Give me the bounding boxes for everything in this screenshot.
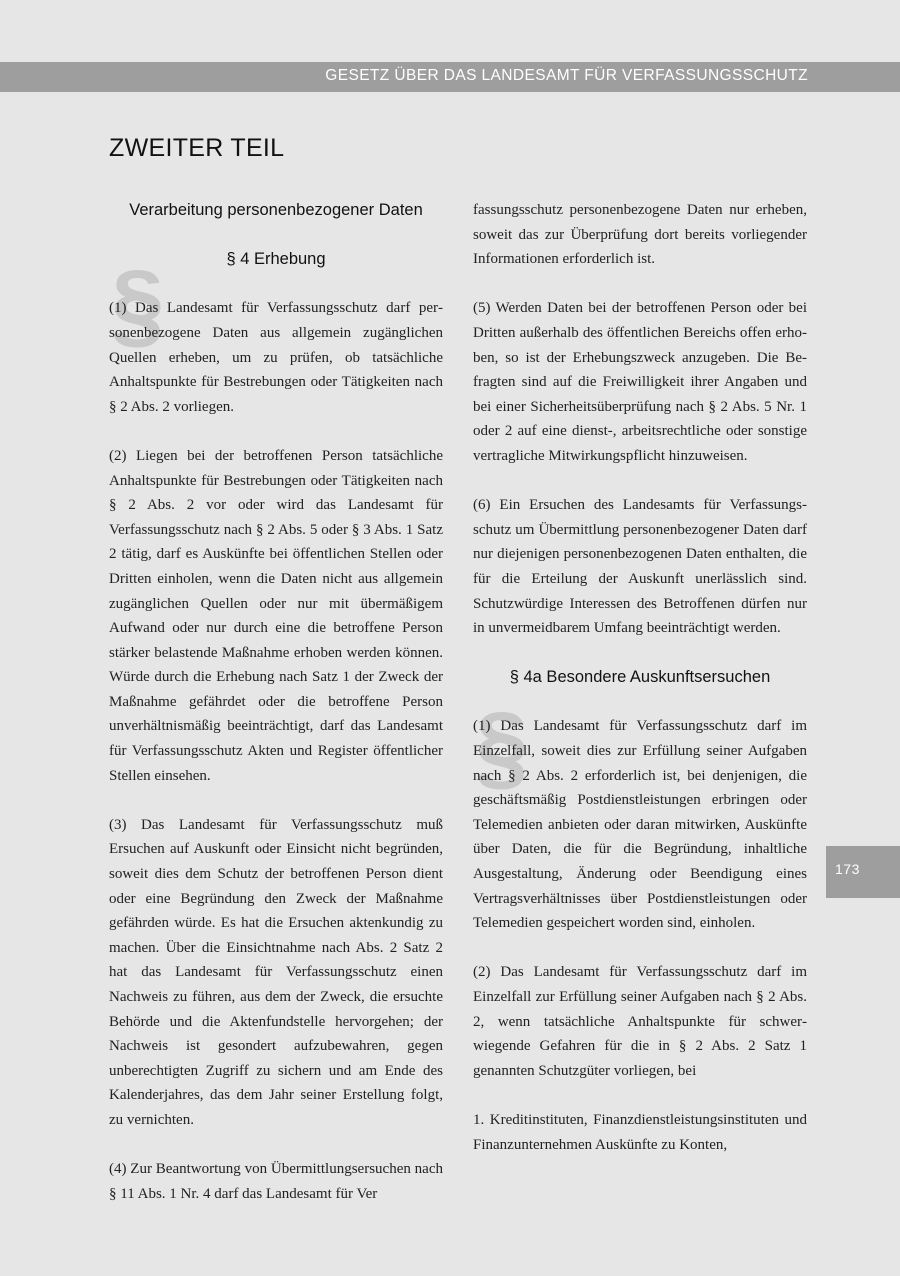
section-heading: § 4a Besondere Auskunftsersuchen <box>509 668 771 687</box>
paragraph: (2) Liegen bei der betroffenen Person tatsächliche Anhaltspunkte für Bestrebungen oder Tätigkeiten nach § 2 Abs. 2 vor oder wird das Landesamt für Verfassungsschutz nach § 2 Abs. 5 oder § 3 Abs. 1 Satz 2 tätig, darf es Auskünfte bei öffentlichen Stellen oder Dritten einholen, wenn die Daten nicht aus allgemein zugänglichen Quellen oder nur mit übermäßigem Aufwand oder nur durch eine die betroffene Person stärker belastende Maßnahme erhoben werden können. Würde durch die Erhebung nach Satz 1 der Zweck der Maßnahme gefährdet oder die betroffene Person unverhältnismäßig beeinträchtigt, darf das Landesamt für Verfassungsschutz Akten und Register öffentlicher Stellen einsehen. <box>109 447 443 784</box>
paragraph: (5) Werden Daten bei der betroffenen Person oder bei Dritten außerhalb des öffentlichen Bereichs offen erhoben, so ist der Erhebungszweck anzugeben. Die Befragten sind auf die Freiwilligkeit ihrer Angaben und bei einer Sicherheitsüberprüfung nach § 2 Abs. 5 Nr. 1 oder 2 auf eine dienst-, arbeitsrechtliche oder sonstige vertragliche Mitwirkungspflicht hinzuweisen. <box>473 300 807 464</box>
running-header-bar <box>0 62 900 92</box>
page-number-tab <box>826 846 900 898</box>
page-number: 173 <box>835 861 860 877</box>
right-column <box>473 198 807 1157</box>
paragraph: (3) Das Landesamt für Verfassungsschutz muß Ersuchen auf Auskunft oder Einsicht nicht begründen, soweit dies dem Schutz der betroffenen Person dient oder eine Begründung den Zweck der Maßnahme gefährden würde. Es hat die Ersuchen aktenkundig zu machen. Über die Einsichtnahme nach Abs. 2 Satz 2 hat das Landesamt für Verfassungsschutz einen Nachweis zu führen, aus dem der Zweck, die ersuchte Behörde und die Aktenfundstelle hervorgehen; der Nachweis ist gesondert aufzubewahren, gegen unberechtigten Zugriff zu sichern und am Ende des Kalenderjahres, das dem Jahr seiner Erstellung folgt, zu vernichten. <box>109 816 443 1128</box>
paragraph: (4) Zur Beantwortung von Übermittlungsersuchen nach § 11 Abs. 1 Nr. 4 darf das Landesamt für Ver <box>109 1161 443 1202</box>
section-watermark-icon: § <box>111 251 165 359</box>
chapter-heading: Verarbeitung personenbezogener Daten <box>129 201 423 219</box>
paragraph: (2) Das Landesamt für Verfassungsschutz darf im Einzelfall zur Erfüllung seiner Aufgaben nach § 2 Abs. 2, wenn tatsächliche Anhaltspunkte für schwerwiegende Gefahren für die in § 2 Abs. 2 Satz 1 genannten Schutzgüter vorliegen, bei <box>473 964 807 1079</box>
section-4-block <box>109 247 443 419</box>
paragraph: (6) Ein Ersuchen des Landesamts für Verfassungsschutz um Übermittlung personenbezogener Daten darf nur diejenigen personenbezogenen Daten enthalten, die für die Erteilung der Auskunft unerlässlich sind. Schutzwürdige Interessen des Betroffenen dürfen nur in unvermeidbarem Umfang beeinträchtigt werden. <box>473 497 807 637</box>
paragraph: (1) Das Landesamt für Verfassungsschutz darf im Einzelfall, soweit dies zur Erfüllung seiner Aufgaben nach § 2 Abs. 2 erforderlich ist, bei denjenigen, die geschäftsmäßig Postdienstleistungen erbringen oder Telemedien anbieten oder daran mitwirken, Auskünfte über Daten, die für die Begründung, inhaltliche Ausgestaltung, Änderung oder Beendigung eines Vertragsverhältnisses über Postdienstleistungen oder Telemedien gespeichert worden sind, einholen. <box>473 718 807 932</box>
left-column <box>109 198 443 1206</box>
paragraph: (1) Das Landesamt für Verfassungsschutz darf personenbezogene Daten aus allgemein zugänglichen Quellen erheben, um zu prüfen, ob tatsächliche Anhaltspunkte für Bestrebungen oder Tätigkeiten nach § 2 Abs. 2 vorliegen. <box>109 300 443 415</box>
paragraph: fassungsschutz personenbezogene Daten nur erheben, soweit das zur Überprüfung dort bereits vorliegender Informationen erforderlich ist. <box>473 202 807 268</box>
section-4a-block <box>473 665 807 936</box>
section-heading: § 4 Erhebung <box>226 250 326 269</box>
list-item: 1. Kreditinstituten, Finanzdienstleistungsinstituten und Finanzunternehmen Auskünfte zu Konten, <box>473 1111 807 1153</box>
part-title: ZWEITER TEIL <box>109 134 285 162</box>
running-header-title: GESETZ ÜBER DAS LANDESAMT FÜR VERFASSUNGSSCHUTZ <box>325 67 808 84</box>
section-watermark-icon: § <box>475 693 529 801</box>
